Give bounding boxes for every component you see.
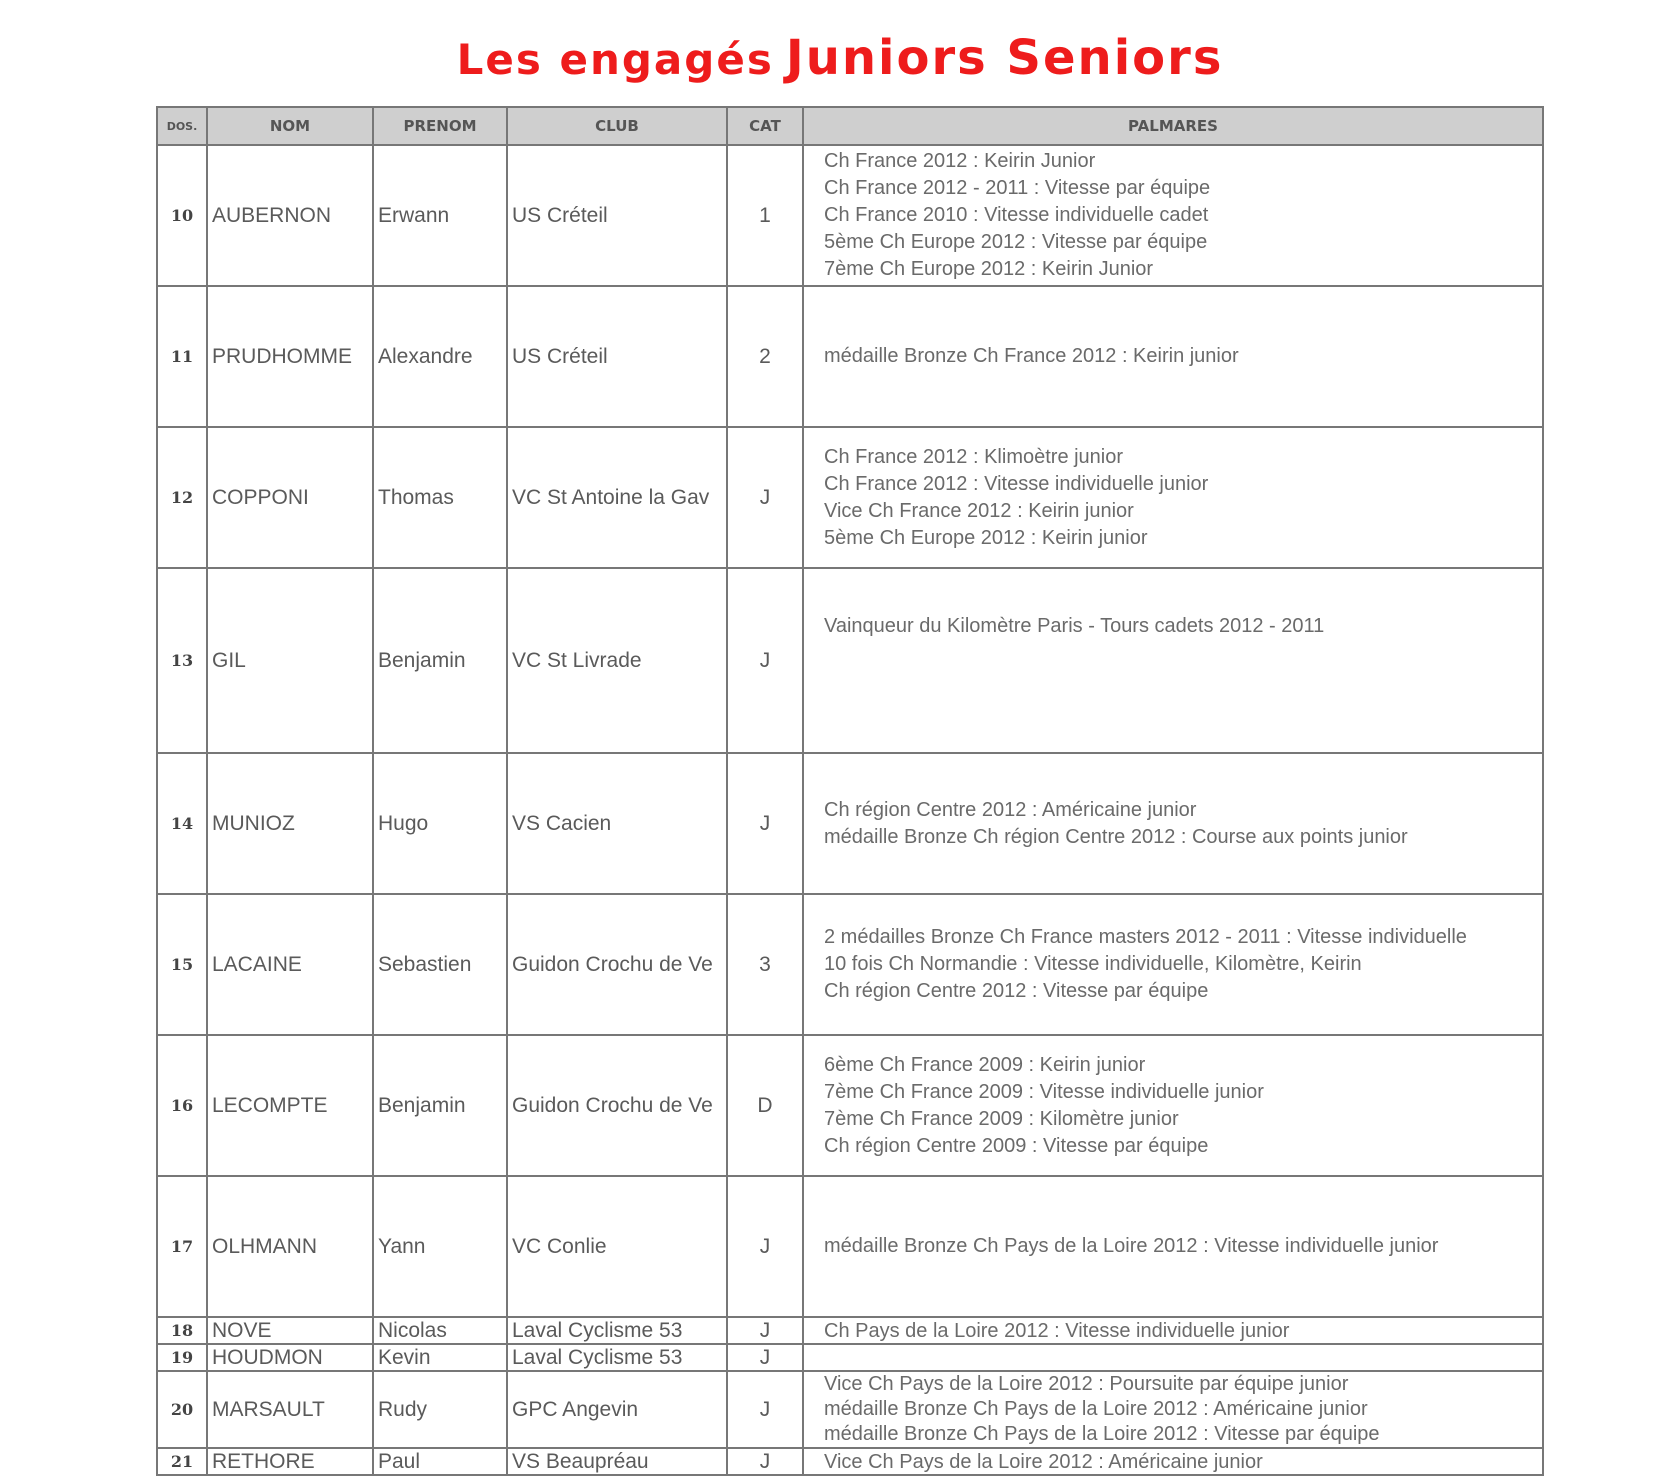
club-cell: VS Beaupréau [507,1448,727,1475]
cat-cell: J [727,1344,803,1371]
palmares-line: 10 fois Ch Normandie : Vitesse individuelle, Kilomètre, Keirin [824,953,1362,975]
dos-cell: 19 [157,1344,207,1371]
nom-cell: COPPONI [207,427,373,568]
palmares-line: Vainqueur du Kilomètre Paris - Tours cadets 2012 - 2011 [824,615,1325,637]
cat-cell: J [727,1448,803,1475]
prenom-cell: Rudy [373,1371,507,1448]
palmares-cell [803,1344,1543,1371]
dos-cell: 15 [157,894,207,1035]
palmares-cell [803,568,1543,753]
nom-cell: GIL [207,568,373,753]
table-row [157,286,1543,427]
nom-cell: MUNIOZ [207,753,373,894]
nom-cell: LECOMPTE [207,1035,373,1176]
palmares-cell [803,894,1543,1035]
club-cell: Laval Cyclisme 53 [507,1317,727,1344]
page-title [0,30,1680,86]
nom-cell: NOVE [207,1317,373,1344]
prenom-cell: Paul [373,1448,507,1475]
club-cell: Guidon Crochu de Ve [507,894,727,1035]
palmares-line: Ch région Centre 2009 : Vitesse par équipe [824,1134,1209,1157]
dos-cell: 16 [157,1035,207,1176]
cat-cell: 1 [727,145,803,286]
prenom-cell: Benjamin [373,1035,507,1176]
palmares-line: 2 médailles Bronze Ch France masters 2012 - 2011 : Vitesse individuelle [824,926,1467,948]
palmares-cell [803,1035,1543,1176]
header-prenom: PRENOM [373,107,507,145]
palmares-cell [803,1317,1543,1344]
header-club: CLUB [507,107,727,145]
prenom-cell: Benjamin [373,568,507,753]
nom-cell: RETHORE [207,1448,373,1475]
table-row [157,1371,1543,1448]
palmares-line: Ch région Centre 2012 : Américaine junior [824,798,1197,821]
dos-cell: 13 [157,568,207,753]
club-cell: VC St Antoine la Gav [507,427,727,568]
dos-cell: 14 [157,753,207,894]
palmares-cell [803,1176,1543,1317]
table-row [157,145,1543,286]
palmares-line: médaille Bronze Ch Pays de la Loire 2012 : Américaine junior [824,1398,1368,1420]
table-row [157,427,1543,568]
table-row [157,1176,1543,1317]
cat-cell: D [727,1035,803,1176]
header-nom: NOM [207,107,373,145]
nom-cell: OLHMANN [207,1176,373,1317]
club-cell: Laval Cyclisme 53 [507,1344,727,1371]
palmares-cell [803,427,1543,568]
header-dos: DOS. [157,107,207,145]
palmares-line: médaille Bronze Ch Pays de la Loire 2012 : Vitesse par équipe [824,1423,1380,1445]
palmares-line: Ch France 2012 : Keirin Junior [824,150,1096,172]
palmares-line: Ch France 2012 - 2011 : Vitesse par équipe [824,177,1211,199]
cat-cell: 3 [727,894,803,1035]
table-row [157,1344,1543,1371]
palmares-line: médaille Bronze Ch Pays de la Loire 2012 : Vitesse individuelle junior [824,1235,1439,1257]
palmares-line: 7ème Ch France 2009 : Vitesse individuelle junior [824,1080,1264,1103]
prenom-cell: Nicolas [373,1317,507,1344]
dos-cell: 17 [157,1176,207,1317]
palmares-line: 5ème Ch Europe 2012 : Keirin junior [824,526,1148,549]
cat-cell: J [727,1176,803,1317]
palmares-line: 7ème Ch Europe 2012 : Keirin Junior [824,258,1154,280]
palmares-line: 5ème Ch Europe 2012 : Vitesse par équipe [824,231,1208,253]
palmares-line: Vice Ch France 2012 : Keirin junior [824,499,1134,522]
cat-cell: J [727,427,803,568]
palmares-line: Vice Ch Pays de la Loire 2012 : Poursuite par équipe junior [824,1373,1349,1395]
entrants-table [156,106,1544,1476]
title-part2: Juniors Seniors [785,30,1224,86]
palmares-cell [803,1371,1543,1448]
palmares-line: Vice Ch Pays de la Loire 2012 : Américaine junior [824,1450,1263,1473]
club-cell: GPC Angevin [507,1371,727,1448]
prenom-cell: Sebastien [373,894,507,1035]
table-row [157,894,1543,1035]
club-cell: VC Conlie [507,1176,727,1317]
cat-cell: J [727,1317,803,1344]
prenom-cell: Thomas [373,427,507,568]
nom-cell: MARSAULT [207,1371,373,1448]
prenom-cell: Yann [373,1176,507,1317]
cat-cell: J [727,568,803,753]
table-row [157,1317,1543,1344]
palmares-line: Ch France 2010 : Vitesse individuelle cadet [824,204,1209,226]
palmares-cell [803,145,1543,286]
club-cell: Guidon Crochu de Ve [507,1035,727,1176]
club-cell: US Créteil [507,286,727,427]
cat-cell: 2 [727,286,803,427]
palmares-line: Ch région Centre 2012 : Vitesse par équipe [824,980,1209,1002]
nom-cell: HOUDMON [207,1344,373,1371]
palmares-line: Ch Pays de la Loire 2012 : Vitesse individuelle junior [824,1319,1290,1342]
header-cat: CAT [727,107,803,145]
dos-cell: 21 [157,1448,207,1475]
nom-cell: AUBERNON [207,145,373,286]
palmares-line: 6ème Ch France 2009 : Keirin junior [824,1053,1146,1076]
dos-cell: 12 [157,427,207,568]
prenom-cell: Erwann [373,145,507,286]
prenom-cell: Alexandre [373,286,507,427]
title-part1: Les engagés [456,35,774,84]
table-row [157,1448,1543,1475]
palmares-cell [803,753,1543,894]
table-row [157,753,1543,894]
palmares-cell [803,286,1543,427]
prenom-cell: Kevin [373,1344,507,1371]
palmares-cell [803,1448,1543,1475]
palmares-line: 7ème Ch France 2009 : Kilomètre junior [824,1107,1179,1130]
cat-cell: J [727,753,803,894]
club-cell: VC St Livrade [507,568,727,753]
dos-cell: 18 [157,1317,207,1344]
club-cell: US Créteil [507,145,727,286]
table-row [157,1035,1543,1176]
dos-cell: 10 [157,145,207,286]
dos-cell: 20 [157,1371,207,1448]
club-cell: VS Cacien [507,753,727,894]
palmares-line: Ch France 2012 : Klimoètre junior [824,445,1124,468]
table-row [157,568,1543,753]
table-body [157,145,1543,1475]
palmares-line: médaille Bronze Ch région Centre 2012 : Course aux points junior [824,825,1408,848]
palmares-line: médaille Bronze Ch France 2012 : Keirin junior [824,345,1239,367]
table-header-row [157,107,1543,145]
header-palmares: PALMARES [803,107,1543,145]
nom-cell: PRUDHOMME [207,286,373,427]
nom-cell: LACAINE [207,894,373,1035]
cat-cell: J [727,1371,803,1448]
palmares-line: Ch France 2012 : Vitesse individuelle junior [824,472,1209,495]
prenom-cell: Hugo [373,753,507,894]
dos-cell: 11 [157,286,207,427]
